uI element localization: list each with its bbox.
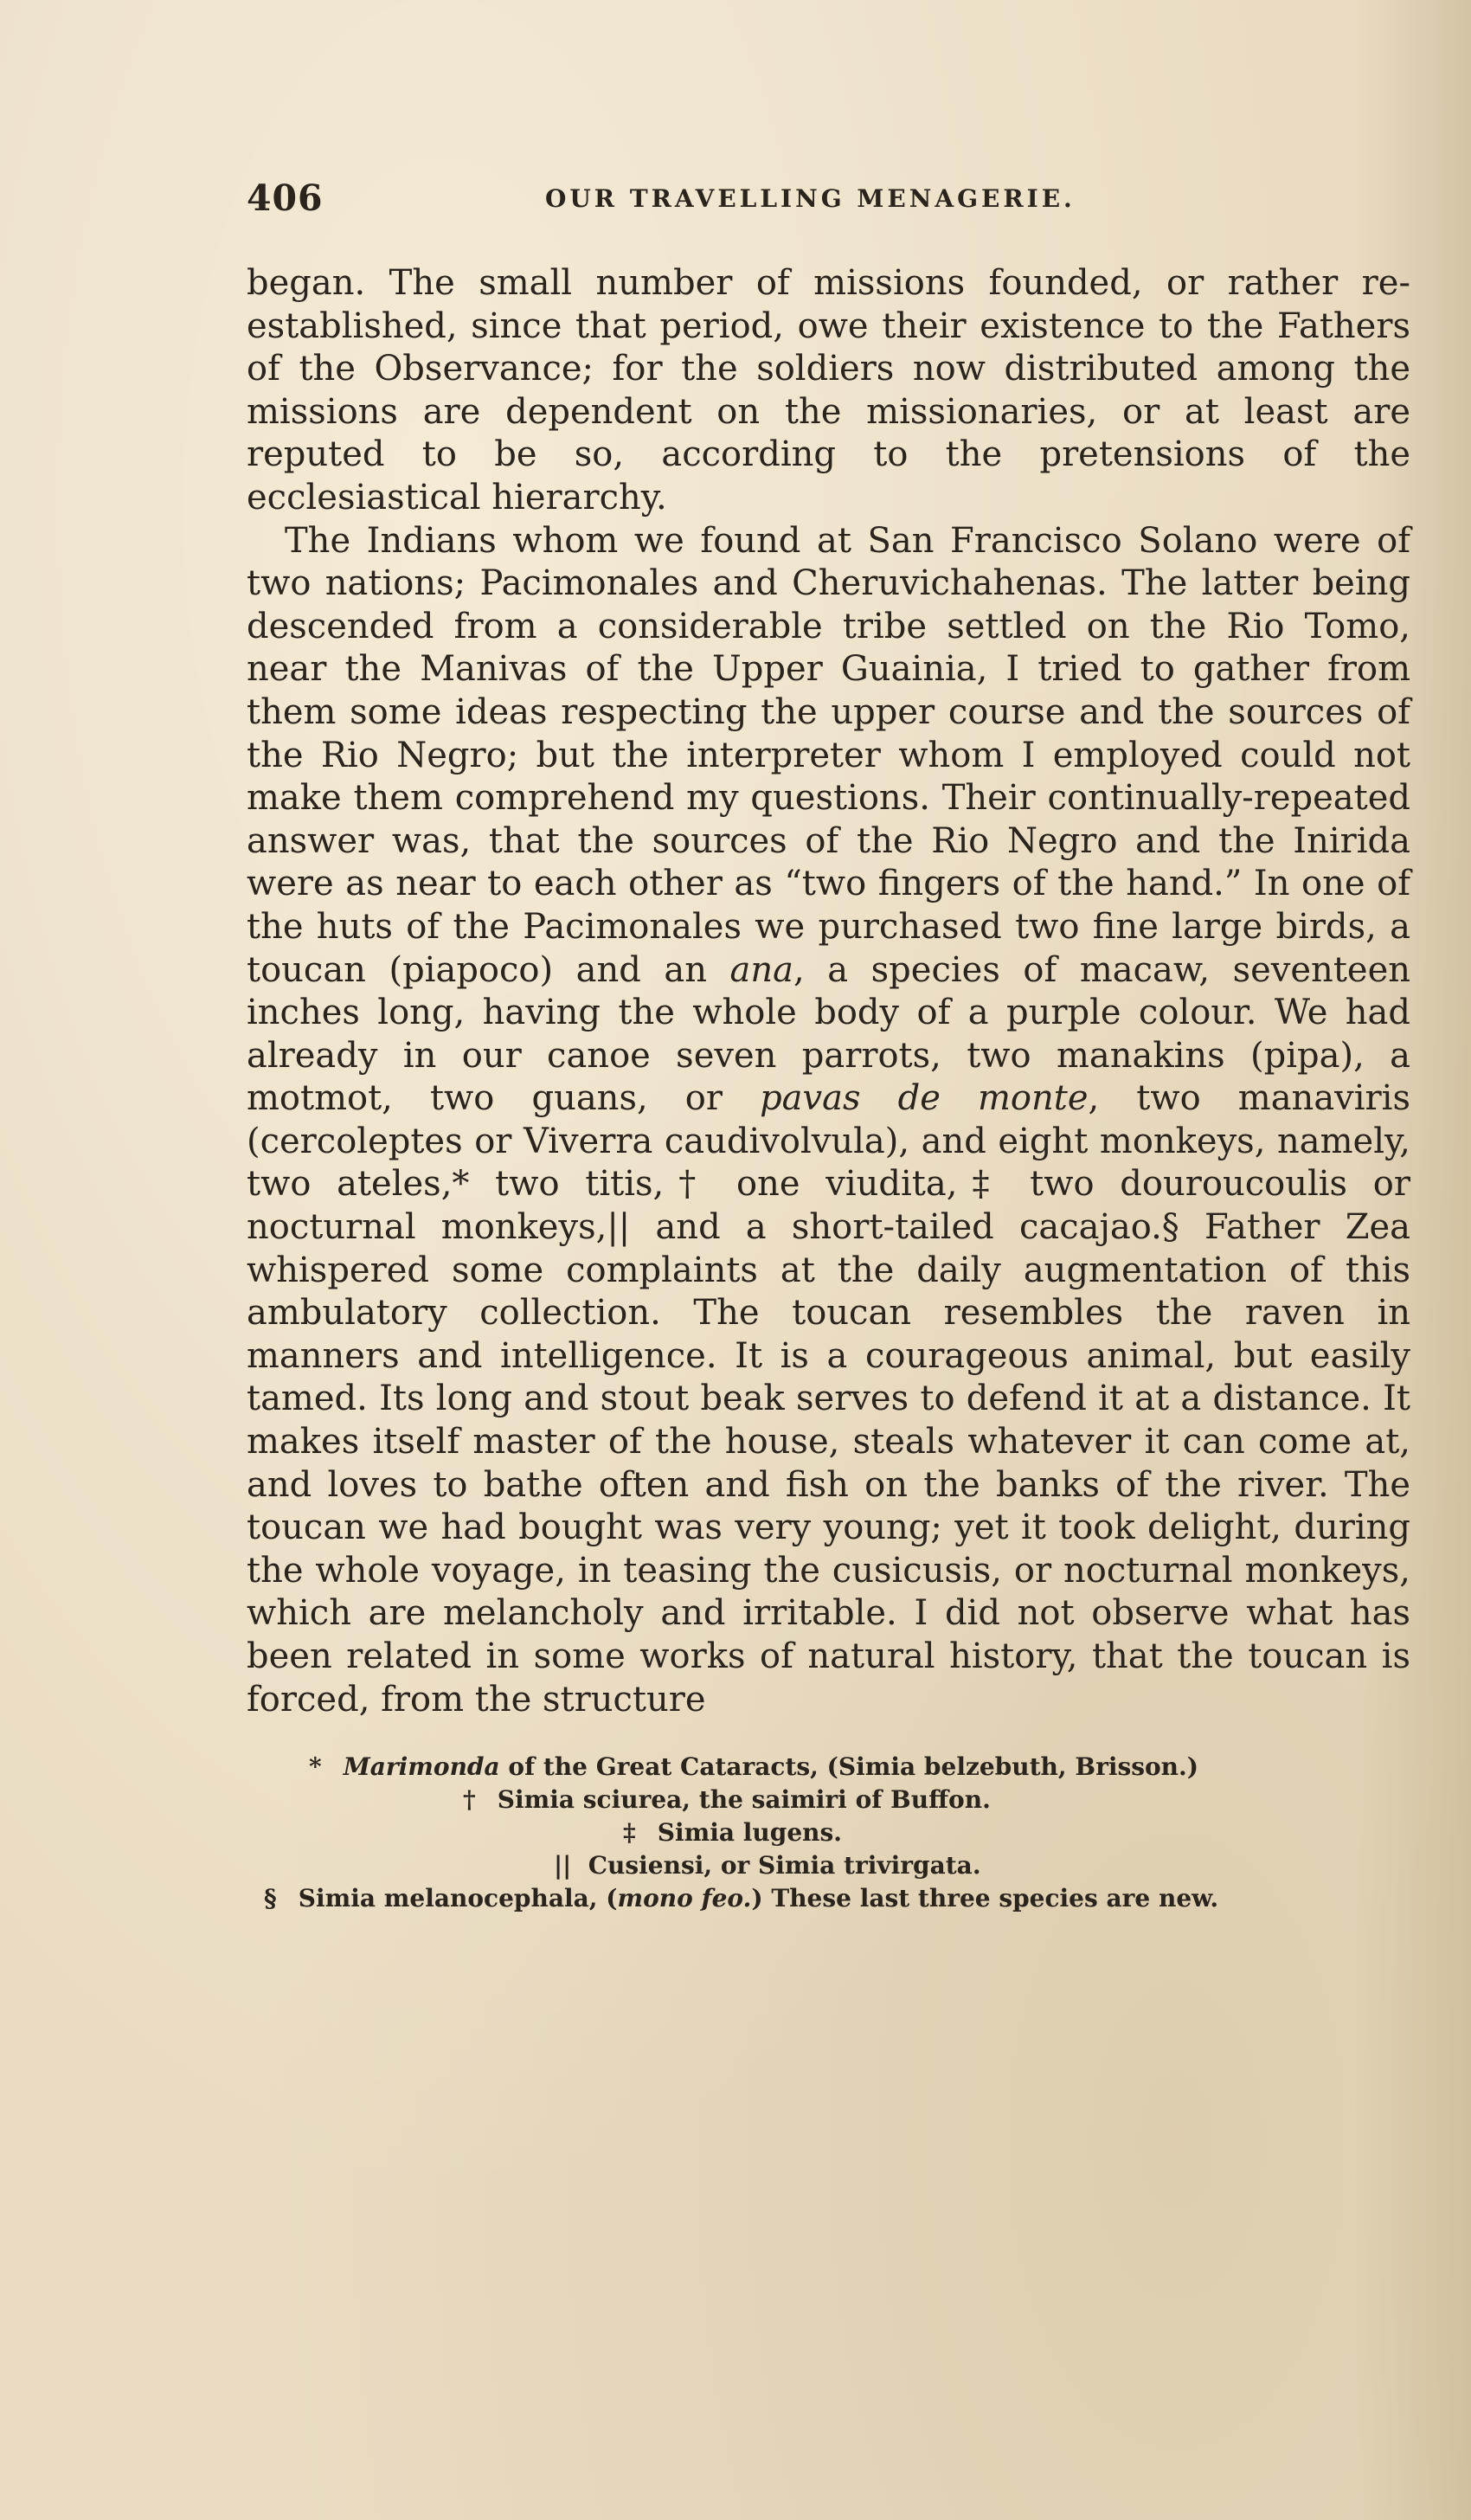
- paragraph-segment: began. The small number of missions founded, or rather re-established, since that period, owe their existence to the Fathers of the Observance; for the soldiers now distributed among the missions are dependent on the missionaries, or at least are reputed to be so, according to the pretensions of the ecclesiastical hierarchy.: [247, 263, 1410, 518]
- footnotes: [247, 1751, 1410, 1915]
- footnote-dagger: [247, 1784, 1410, 1816]
- footnote-text: of the Great Cataracts, (Simia belzebuth, Brisson.): [499, 1752, 1199, 1782]
- footnote-italic: mono feo.: [617, 1884, 752, 1913]
- footnote-italic: Marimonda: [343, 1752, 500, 1782]
- italic-term-ana: ana: [729, 949, 794, 990]
- footnote-text: Cusiensi, or Simia trivirgata.: [588, 1851, 981, 1880]
- book-page: [247, 177, 1410, 1915]
- paragraph-segment: , two manaviris (cercoleptes or Viverra caudivolvula), and eight monkeys, namely, two ateles,* two titis,† one viudita,‡ two douroucoulis or nocturnal monkeys,|| and a short-tailed cacajao.§ Father Zea whispered some complaints at the daily augmentation of this ambulatory collection. The toucan resembles the raven in manners and intelligence. It is a courageous animal, but easily tamed. Its long and stout beak serves to defend it at a distance. It makes itself master of the house, steals whatever it can come at, and loves to bathe often and fish on the banks of the river. The toucan we had bought was very young; yet it took delight, during the whole voyage, in teasing the cusicusis, or nocturnal monkeys, which are melancholy and irritable. I did not observe what has been related in some works of natural history, that the toucan is forced, from the structure: [247, 1078, 1410, 1720]
- footnote-mark: §: [264, 1884, 277, 1913]
- paragraph-segment: The Indians whom we found at San Francisco Solano were of two nations; Pacimonales and Cheruvichahenas. The latter being descended from a considerable tribe settled on the Rio Tomo, near the Manivas of the Upper Guainia, I tried to gather from them some ideas respecting the upper course and the sources of the Rio Negro; but the interpreter whom I employed could not make them comprehend my questions. Their continually-repeated answer was, that the sources of the Rio Negro and the Inirida were as near to each other as “two fingers of the hand.” In one of the huts of the Pacimonales we purchased two fine large birds, a toucan (piapoco) and an: [247, 520, 1410, 990]
- running-title: OUR TRAVELLING MENAGERIE.: [545, 184, 1076, 213]
- paragraph-indians: [247, 520, 1410, 1722]
- footnote-mark: *: [309, 1752, 322, 1782]
- footnote-parallel: [247, 1849, 1410, 1882]
- page-number: 406: [247, 177, 324, 219]
- footnote-mark: ‡: [623, 1818, 636, 1848]
- italic-term-pavas-de-monte: pavas de monte: [760, 1078, 1089, 1119]
- footnote-mark: ||: [554, 1851, 572, 1880]
- footnote-mark: †: [463, 1785, 476, 1815]
- running-head: [247, 177, 1410, 229]
- footnote-text: ) These last three species are new.: [751, 1884, 1219, 1913]
- paragraph-segment: , a species of macaw, seventeen inches long, having the whole body of a purple colour. We had already in our canoe seven parrots, two manakins (pipa), a motmot, two guans, or: [247, 949, 1410, 1119]
- body-text: [247, 262, 1410, 1721]
- footnote-asterisk: [247, 1751, 1410, 1784]
- footnote-text: Simia lugens.: [657, 1818, 843, 1848]
- footnote-section: [247, 1882, 1410, 1915]
- footnote-text: Simia sciurea, the saimiri of Buffon.: [497, 1785, 991, 1815]
- footnote-double-dagger: [247, 1816, 1410, 1849]
- footnote-text: Simia melanocephala, (: [298, 1884, 618, 1913]
- paragraph-continued: [247, 262, 1410, 520]
